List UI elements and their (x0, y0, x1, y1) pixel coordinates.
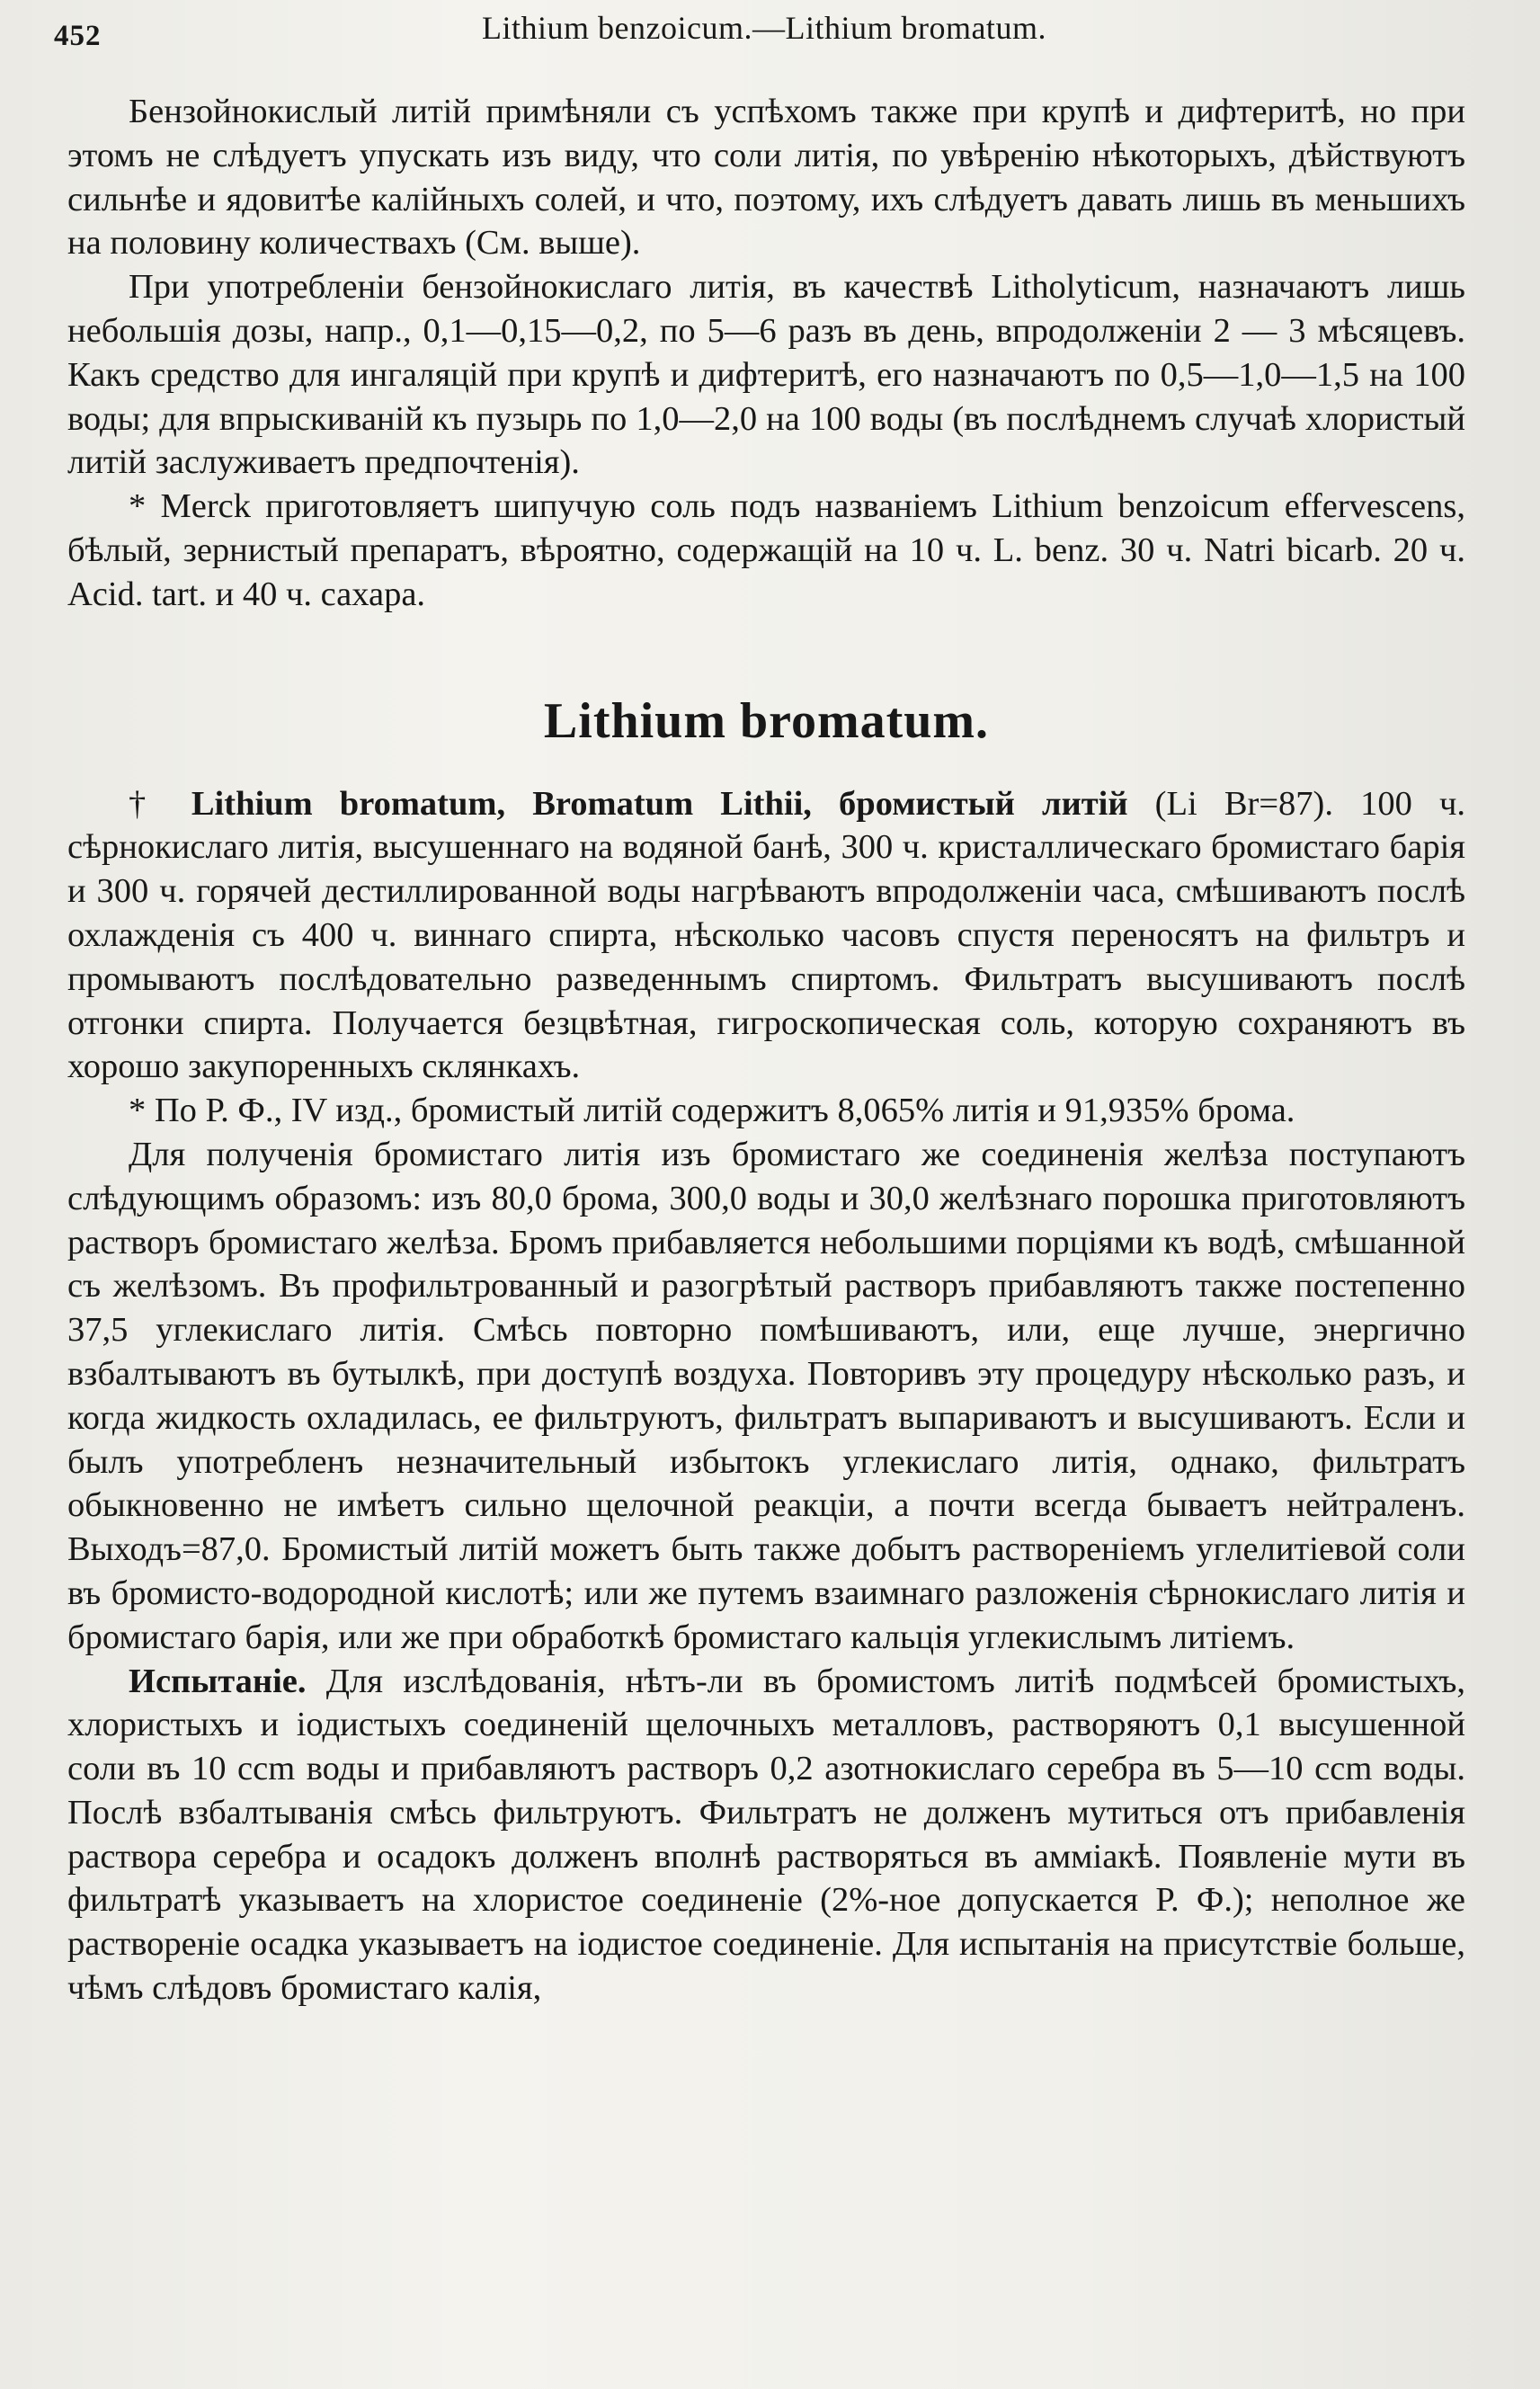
test-text: Для изслѣдованія, нѣтъ-ли въ бромистомъ литіѣ подмѣсей бромистыхъ, хлористыхъ и іодистыхъ соединеній щелочныхъ металловъ, растворяютъ 0,1 высушенной соли въ 10 ccm воды и прибавляютъ растворъ 0,2 азотнокислаго серебра въ 5—10 ccm воды. Послѣ взбалтыванія смѣсь фильтруютъ. Фильтратъ не долженъ мутиться отъ прибавленія раствора серебра и осадокъ долженъ вполнѣ растворяться въ амміакѣ. Появленіе мути въ фильтратѣ указываетъ на хлористое соединеніе (2%-ное допускается Р. Ф.); неполное же раствореніе осадка указываетъ на іодистое соединеніе. Для испытанія на присутствіе больше, чѣмъ слѣдовъ бромистаго калія, (67, 1662, 1465, 2008)
test-label: Испытаніе. (129, 1662, 307, 1700)
section-title: Lithium bromatum. (543, 692, 990, 749)
benzoicum-paragraph-2: При употребленіи бензойнокислаго литія, въ качествѣ Litholyticum, назначаютъ лишь небольшія дозы, напр., 0,1—0,15—0,2, по 5—6 разъ въ день, впродолженіи 2 — 3 мѣсяцевъ. Какъ средство для ингаляцій при крупѣ и дифтеритѣ, его назначаютъ по 0,5—1,0—1,5 на 100 воды; для впрыскиваній къ пузырь по 1,0—2,0 на 100 воды (въ послѣднемъ случаѣ хлористый литій заслуживаетъ предпочтенія). (67, 268, 1465, 482)
page-body (67, 90, 1465, 2010)
benzoicum-merck-note: * Merck приготовляетъ шипучую соль подъ названіемъ Lithium benzoicum effervescens, бѣлый, зернистый препаратъ, вѣроятно, содержащій на 10 ч. L. benz. 30 ч. Natri bicarb. 20 ч. Acid. tart. и 40 ч. сахара. (67, 487, 1465, 613)
bromatum-intro-text: (Li Br=87). 100 ч. сѣрнокислаго литія, высушеннаго на водяной банѣ, 300 ч. кристаллическаго бромистаго барія и 300 ч. горячей дестиллированной воды нагрѣваютъ впродолженіи часа, смѣшиваютъ послѣ охлажденія съ 400 ч. виннаго спирта, нѣсколько часовъ спустя переносятъ на фильтръ и промываютъ послѣдовательно разведеннымъ спиртомъ. Фильтратъ высушиваютъ послѣ отгонки спирта. Получается безцвѣтная, гигроскопическая соль, которую сохраняютъ въ хорошо закупоренныхъ склянкахъ. (67, 784, 1465, 1086)
bromatum-names: Lithium bromatum, Bromatum Lithii, бромистый литій (191, 784, 1128, 823)
page-number: 452 (54, 20, 102, 52)
running-title: Lithium benzoicum.—Lithium bromatum. (482, 10, 1046, 46)
test-paragraph (67, 1660, 1465, 2010)
dagger-mark: † (129, 784, 165, 823)
section-spacer (67, 617, 1465, 694)
bromatum-article (67, 694, 1465, 2010)
pharmacopoeia-note: * По Р. Ф., IV изд., бромистый литій содержитъ 8,065% литія и 91,935% брома. (129, 1092, 1295, 1130)
page-header (54, 7, 1474, 61)
benzoicum-continuation (67, 90, 1465, 617)
bromatum-intro-paragraph (67, 782, 1465, 1090)
benzoicum-paragraph-1: Бензойнокислый литій примѣняли съ успѣхомъ также при крупѣ и дифтеритѣ, но при этомъ не слѣдуетъ упускать изъ виду, что соли литія, по увѣренію нѣкоторыхъ, дѣйствуютъ сильнѣе и ядовитѣе калійныхъ солей, и что, поэтому, ихъ слѣдуетъ давать лишь въ меньшихъ на половину количествахъ (См. выше). (67, 93, 1465, 263)
preparation-paragraph: Для полученія бромистаго литія изъ бромистаго же соединенія желѣза поступаютъ слѣдующимъ образомъ: изъ 80,0 брома, 300,0 воды и 30,0 желѣзнаго порошка приготовляютъ растворъ бромистаго желѣза. Бромъ прибавляется небольшими порціями къ водѣ, смѣшанной съ желѣзомъ. Въ профильтрованный и разогрѣтый растворъ прибавляютъ также постепенно 37,5 углекислаго литія. Смѣсь повторно помѣшиваютъ, или, еще лучше, энергично взбалтываютъ въ бутылкѣ, при доступѣ воздуха. Повторивъ эту процедуру нѣсколько разъ, и когда жидкость охладилась, ее фильтруютъ, фильтратъ выпариваютъ и высушиваютъ. Если и былъ употребленъ незначительный избытокъ углекислаго литія, однако, фильтратъ обыкновенно не имѣетъ сильно щелочной реакціи, а почти всегда бываетъ нейтраленъ. Выходъ=87,0. Бромистый литій можетъ быть также добытъ растворенiемъ углелитіевой соли въ бромисто-водородной кислотѣ; или же путемъ взаимнаго разложенія сѣрнокислаго литія и бромистаго барія, или же при обработкѣ бромистаго кальція углекислымъ литіемъ. (67, 1135, 1465, 1656)
